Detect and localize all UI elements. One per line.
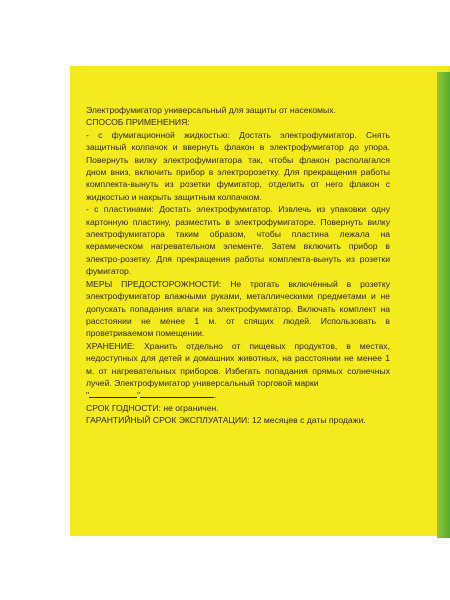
warranty-line: ГАРАНТИЙНЫЙ СРОК ЭКСПЛУАТАЦИИ: 12 месяцев с даты продажи. xyxy=(86,415,366,426)
liquid-instructions: - с фумигационной жидкостью: Достать электрофумигатор. Снять защитный колпачок и ввернуть флакон в электрофумигатор до упора. Повернуть вилку электрофумигатора так, чтобы флакон располагался дном вниз, включить прибор в электророзетку. Для прекращения работы комплекта-вынуть из розетки фумигатор, отделить от него флакон с жидкостью и накрыть защитным колпачком. xyxy=(86,129,390,202)
package-side-edge xyxy=(437,72,450,538)
brand-blank: " " . xyxy=(86,390,217,401)
method-heading: СПОСОБ ПРИМЕНЕНИЯ: xyxy=(86,117,190,128)
label-text-block xyxy=(86,104,390,427)
intro-line: Электрофумигатор универсальный для защиты от насекомых. xyxy=(86,105,336,115)
precautions-paragraph: МЕРЫ ПРЕДОСТОРОЖНОСТИ: Не трогать включённый в розетку электрофумигатор влажными руками, металлическими предметами и не допускать попадания влаги на электрофумигатор. Включать комплект на расстоянии не менее 1 м. от спящих людей. Использовать в проветриваемом помещении. xyxy=(86,278,390,339)
storage-paragraph xyxy=(86,340,390,402)
shelf-life-line: СРОК ГОДНОСТИ: не ограничен. xyxy=(86,402,219,413)
plate-instructions: - с пластинами: Достать электрофумигатор. Извлечь из упаковки одну картонную пластину, разместить в электрофумигаторе. Повернуть вилку электрофумигатора таким образом, чтобы пластина лежала на керамическом нагревательном элементе. Затем включить прибор в электро-розетку. Для прекращения работы комплекта-вынуть из розетки фумигатор. xyxy=(86,204,390,277)
storage-text: ХРАНЕНИЕ: Хранить отдельно от пищевых продуктов, в местах, недоступных для детей и домашних животных, на расстоянии не менее 1 м. от нагревательных приборов. Избегать попадания прямых солнечных лучей. Электрофумигатор универсальный торговой марки xyxy=(86,340,390,388)
